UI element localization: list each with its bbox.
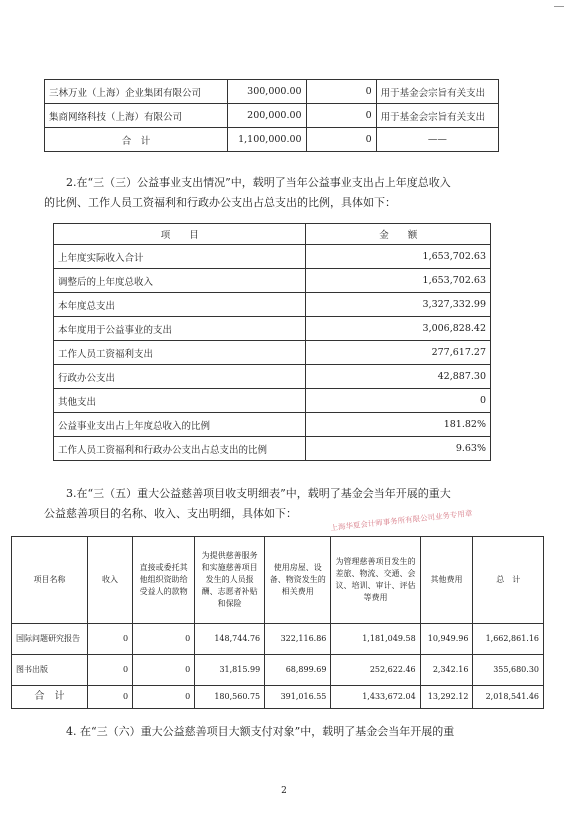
project-management: 252,622.46 [331, 655, 420, 686]
table-row [54, 389, 491, 413]
row-label: 工作人员工资福利支出 [54, 341, 306, 365]
donor-purpose: 用于基金会宗旨有关支出 [376, 80, 498, 104]
project-management: 1,181,049.58 [331, 624, 420, 655]
project-total: 355,680.30 [473, 655, 544, 686]
header-facility-costs: 使用房屋、设备、物资发生的相关费用 [265, 537, 331, 624]
table-row [54, 437, 491, 461]
donor-amount: 300,000.00 [228, 80, 307, 104]
ratio-table [53, 223, 491, 461]
donor-total-amount: 1,100,000.00 [228, 128, 307, 152]
table-row [45, 80, 499, 104]
donor-total-label: 合 计 [45, 128, 228, 152]
table-row-total [12, 686, 544, 709]
project-total-facility: 391,016.55 [265, 686, 331, 709]
row-label: 公益事业支出占上年度总收入的比例 [54, 413, 306, 437]
header-total: 总 计 [473, 537, 544, 624]
table-header-row [12, 537, 544, 624]
project-staff: 148,744.76 [195, 624, 265, 655]
donor-name: 集商网络科技（上海）有限公司 [45, 104, 228, 128]
header-staff-costs: 为提供慈善服务和实施慈善项目发生的人员报酬、志愿者补贴和保险 [195, 537, 265, 624]
header-management-costs: 为管理慈善项目发生的差旅、物流、交通、会议、培训、审计、评估等费用 [331, 537, 420, 624]
project-income: 0 [87, 655, 132, 686]
project-grants: 0 [133, 655, 195, 686]
header-amount: 金 额 [306, 224, 491, 245]
header-item: 项 目 [54, 224, 306, 245]
project-total-grants: 0 [133, 686, 195, 709]
table-header-row [54, 224, 491, 245]
section-2-line-2: 的比例、工作人员工资福利和行政办公支出占总支出的比例，具体如下： [44, 196, 396, 209]
project-name: 图书出版 [12, 655, 88, 686]
project-facility: 322,116.86 [265, 624, 331, 655]
project-total-label: 合 计 [12, 686, 88, 709]
row-value: 1,653,702.63 [306, 269, 491, 293]
auditor-stamp: 上海华夏会计师事务所有限公司业务专用章 [330, 508, 473, 533]
row-value: 3,327,332.99 [306, 293, 491, 317]
project-total-income: 0 [87, 686, 132, 709]
table-row [54, 413, 491, 437]
project-grants: 0 [133, 624, 195, 655]
section-4-paragraph [44, 722, 504, 742]
donor-amount: 200,000.00 [228, 104, 307, 128]
section-3-line-1: 3.在“三（五）重大公益慈善项目收支明细表”中，载明了基金会当年开展的重大 [66, 487, 451, 500]
donor-name: 三林万业（上海）企业集团有限公司 [45, 80, 228, 104]
project-income: 0 [87, 624, 132, 655]
section-3-line-2: 公益慈善项目的名称、收入、支出明细，具体如下： [44, 507, 297, 520]
row-value: 181.82% [306, 413, 491, 437]
table-row-total [45, 128, 499, 152]
donor-table [44, 79, 499, 152]
row-value: 277,617.27 [306, 341, 491, 365]
row-label: 本年度总支出 [54, 293, 306, 317]
project-table [11, 536, 544, 709]
table-row [54, 293, 491, 317]
row-value: 9.63% [306, 437, 491, 461]
project-total-management: 1,433,672.04 [331, 686, 420, 709]
row-label: 本年度用于公益事业的支出 [54, 317, 306, 341]
page-number: 2 [281, 786, 287, 796]
table-row [54, 341, 491, 365]
donor-value: 0 [306, 104, 376, 128]
row-value: 1,653,702.63 [306, 245, 491, 269]
section-2-line-1: 2.在“三（三）公益事业支出情况”中，载明了当年公益事业支出占上年度总收入 [66, 176, 451, 189]
project-total: 1,662,861.16 [473, 624, 544, 655]
donor-value: 0 [306, 80, 376, 104]
project-staff: 31,815.99 [195, 655, 265, 686]
donor-purpose: 用于基金会宗旨有关支出 [376, 104, 498, 128]
row-label: 工作人员工资福利和行政办公支出占总支出的比例 [54, 437, 306, 461]
project-facility: 68,899.69 [265, 655, 331, 686]
section-2-paragraph [44, 173, 504, 213]
table-row [54, 269, 491, 293]
donor-total-value: 0 [306, 128, 376, 152]
row-label: 行政办公支出 [54, 365, 306, 389]
table-row [54, 365, 491, 389]
header-other-costs: 其他费用 [420, 537, 473, 624]
row-value: 0 [306, 389, 491, 413]
donor-total-purpose: —— [376, 128, 498, 152]
table-row [12, 624, 544, 655]
row-value: 3,006,828.42 [306, 317, 491, 341]
scan-edge-mark [554, 6, 564, 7]
table-row [12, 655, 544, 686]
project-other: 2,342.16 [420, 655, 473, 686]
row-label: 调整后的上年度总收入 [54, 269, 306, 293]
header-income: 收入 [87, 537, 132, 624]
table-row [45, 104, 499, 128]
project-total-staff: 180,560.75 [195, 686, 265, 709]
row-label: 其他支出 [54, 389, 306, 413]
table-row [54, 317, 491, 341]
row-label: 上年度实际收入合计 [54, 245, 306, 269]
project-total-other: 13,292.12 [420, 686, 473, 709]
project-name: 国际问题研究报告 [12, 624, 88, 655]
table-row [54, 245, 491, 269]
header-grants: 直接或委托其他组织资助给受益人的款物 [133, 537, 195, 624]
project-other: 10,949.96 [420, 624, 473, 655]
project-grand-total: 2,018,541.46 [473, 686, 544, 709]
row-value: 42,887.30 [306, 365, 491, 389]
section-4-line-1: 4. 在“三（六）重大公益慈善项目大额支付对象”中，载明了基金会当年开展的重 [66, 725, 455, 738]
header-project-name: 项目名称 [12, 537, 88, 624]
